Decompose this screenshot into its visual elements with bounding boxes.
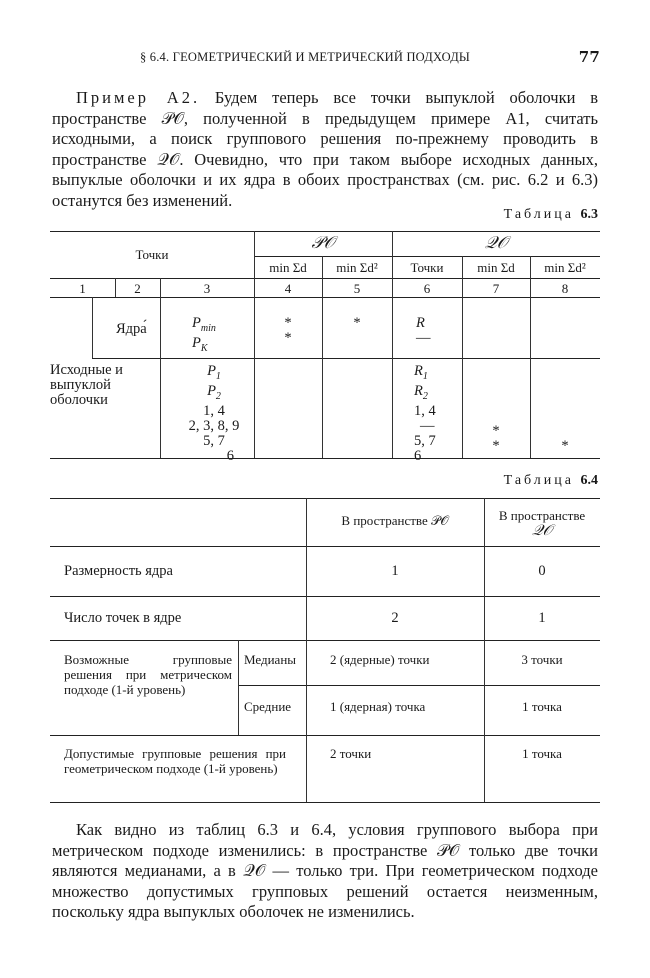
t64-last-po: 2 точки (330, 746, 372, 761)
t63-line-under-spaces (254, 256, 600, 257)
t63-space-po: 𝒫𝒪 (311, 233, 335, 253)
t63-rest-c7 (462, 424, 530, 454)
t63-kernel-c4-a: * (284, 315, 292, 331)
t63-min-sumsq-qo: min Σd² (544, 260, 586, 275)
t64-sub1-qo: 3 точки (521, 652, 563, 667)
caption-number: 6.3 (580, 207, 598, 222)
t63-min-sumsq-po: min Σd² (336, 260, 378, 275)
t63-min-sum-qo: min Σd (477, 260, 515, 275)
t63-colnum-2: 2 (134, 281, 141, 296)
section-title: § 6.4. ГЕОМЕТРИЧЕСКИЙ И МЕТРИЧЕСКИЙ ПОДХОДЫ (140, 50, 471, 64)
caption-word: Таблица (503, 207, 574, 222)
t63-kernel-c4-b: * (284, 330, 292, 346)
caption-number-2: 6.4 (580, 473, 598, 488)
t64-bottom-rule (50, 802, 600, 803)
t64-last-label: Допустимые групповые решения при геометрическом подходе (1-й уровень) (64, 746, 286, 776)
t63-kernel-c5-a: * (353, 315, 361, 331)
example-label: Пример А2. (76, 88, 201, 107)
intro-text: Будем теперь все точки выпуклой оболочки в пространстве 𝒫𝒪, полученной в предыдущем примере А1, считать исходными, а поиск группового решения по-прежнему проводить в пространстве 𝒬𝒪. Очевидно, что при таком выборе исходных данных, выпуклые оболочки и их ядра в обоих пространствах (см. рис. 6.2 и 6.3) останутся без изменений. (52, 88, 598, 210)
t63-top-rule (50, 231, 600, 232)
t63-kernel-c5 (322, 316, 392, 331)
t63-kernel-c6-b: — (416, 330, 431, 346)
t63-c6-5: 5, 7 (414, 432, 436, 449)
t63-rest-c6 (414, 364, 454, 464)
t64-line-4 (238, 685, 600, 686)
t63-kernel-c6 (416, 316, 431, 346)
t64-sub1-label: Медианы (244, 652, 297, 667)
t64-last-qo: 1 точка (522, 746, 562, 761)
t64-vline-3 (238, 640, 239, 735)
t63-colnum-8: 8 (561, 281, 569, 296)
table-6-3-caption (504, 207, 598, 223)
t64-sub2-po: 1 (ядерная) точка (330, 699, 426, 714)
t63-point-6: 6 (226, 447, 234, 464)
t63-line-under-kernel (92, 358, 600, 359)
t63-points-qo: Точки (410, 260, 444, 275)
t64-row1-label: Размерность ядра (64, 563, 173, 579)
t64-col-po: В пространстве 𝒫𝒪 (341, 513, 449, 528)
t63-point-3: 1, 4 (203, 402, 225, 419)
intro-paragraph (52, 88, 598, 211)
t63-point-4: 2, 3, 8, 9 (188, 417, 240, 434)
t64-line-5 (50, 735, 600, 736)
t63-col-points: Точки (135, 247, 169, 262)
t63-c8-a: * (561, 438, 569, 454)
t63-line-under-numbers (50, 297, 600, 298)
t63-bottom-rule (50, 458, 600, 459)
t63-line-under-head (50, 278, 600, 279)
t64-row2-po: 2 (391, 610, 399, 626)
t63-kernel-c6-a: R (416, 315, 425, 331)
t63-vline-2 (92, 297, 93, 358)
t64-vline-1 (306, 498, 307, 802)
t64-row1-po: 1 (391, 563, 399, 579)
t64-sub2-label: Средние (244, 699, 292, 714)
t63-kernel-pk: $P_K$ (192, 334, 208, 354)
t63-kernel-points (192, 316, 216, 356)
t64-sub2-qo: 1 точка (522, 699, 562, 714)
t63-colnum-5: 5 (353, 281, 361, 296)
t63-c7-a: * (492, 423, 500, 439)
t63-point-p1: $P_1$ (207, 363, 221, 382)
t63-row-group-label: Исходные и выпуклой оболочки (50, 362, 123, 408)
t63-kernel-label: Ядра́ (116, 321, 147, 337)
caption-word-2: Таблица (503, 473, 574, 488)
t63-c6-4: — (420, 417, 435, 434)
t63-point-5: 5, 7 (203, 432, 225, 449)
page-number: 77 (578, 48, 600, 66)
t63-c6-3: 1, 4 (414, 402, 436, 419)
t63-c6-r2: $R_2$ (414, 382, 428, 402)
t63-vline-3 (160, 278, 161, 458)
t64-line-2 (50, 596, 600, 597)
table-6-4-caption (504, 473, 598, 489)
t64-sub1-po: 2 (ядерные) точки (330, 652, 430, 667)
t64-group-label: Возможные групповые решения при метрическом подходе (1-й уровень) (64, 652, 232, 697)
t64-row1-qo: 0 (538, 563, 546, 579)
t63-kernel-c4 (254, 316, 322, 346)
t63-point-p2: $P_2$ (207, 382, 221, 402)
t63-c7-b: * (492, 438, 500, 454)
t63-c6-r1: $R_1$ (414, 363, 428, 382)
t64-top-rule (50, 498, 600, 499)
t63-c6-6: 6 (414, 447, 422, 464)
t63-space-qo: 𝒬𝒪 (484, 233, 508, 253)
t64-col-qo-line1: В пространстве (498, 508, 586, 523)
t63-colnum-3: 3 (203, 281, 211, 296)
t64-line-1 (50, 546, 600, 547)
t63-colnum-4: 4 (284, 281, 292, 296)
t63-rest-c8 (530, 439, 600, 454)
t64-line-3 (50, 640, 600, 641)
t64-row2-label: Число точек в ядре (64, 610, 182, 626)
t63-colnum-7: 7 (492, 281, 500, 296)
t64-row2-qo: 1 (538, 610, 546, 626)
t63-colnum-1: 1 (79, 281, 86, 296)
t63-colnum-6: 6 (423, 281, 431, 296)
t64-col-qo-line2: 𝒬𝒪 (531, 521, 553, 539)
conclusion-paragraph: Как видно из таблиц 6.3 и 6.4, условия группового выбора при метрическом подходе изменились: в пространстве 𝒫𝒪 только две точки являются медианами, а в 𝒬𝒪 — только три. При геометрическом подходе множество допустимых групповых решений остается неизменным, поскольку ядра выпуклых оболочек не изменились. (52, 820, 598, 921)
t63-rest-points (176, 364, 252, 464)
t63-kernel-pmin: $P_{min}$ (192, 315, 216, 334)
t63-min-sum-po: min Σd (269, 260, 307, 275)
